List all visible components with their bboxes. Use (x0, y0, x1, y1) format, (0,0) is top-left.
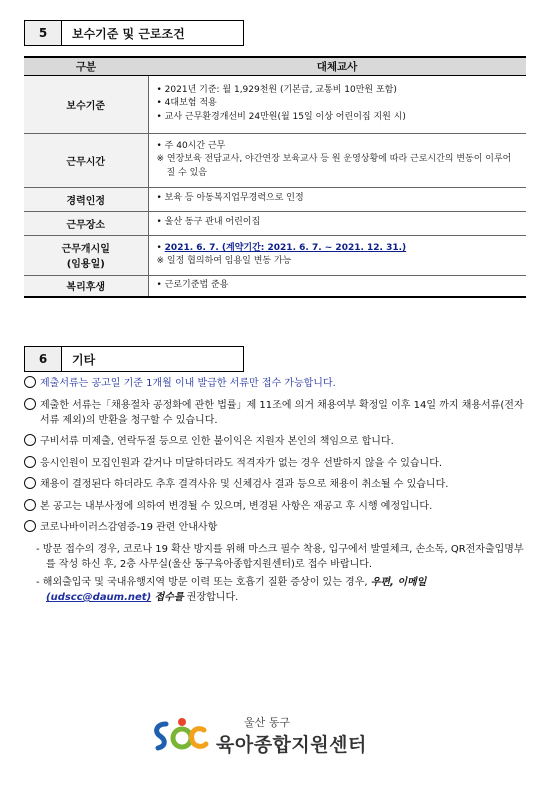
table-row (24, 187, 526, 211)
note-text: 권장합니다. (183, 592, 239, 603)
center-logo-icon (152, 716, 210, 756)
table-row (24, 235, 526, 275)
section-title: 기타 (62, 346, 244, 372)
list-item (24, 499, 532, 514)
logo-subtitle: 울산 동구 (244, 716, 291, 729)
row-label-line: (임용일) (66, 259, 105, 270)
row-line: • 근로기준법 준용 (157, 279, 519, 292)
circle-bullet-icon (24, 398, 36, 410)
row-line: • 교사 근무환경개선비 24만원(월 15일 이상 어린이집 지원 시) (157, 111, 519, 124)
table-row (24, 133, 526, 187)
circle-bullet-icon (24, 499, 36, 511)
table-row (24, 275, 526, 297)
row-line: • 울산 동구 관내 어린이집 (157, 216, 519, 229)
circle-bullet-icon (24, 376, 36, 388)
row-value (148, 187, 526, 211)
row-label: 경력인정 (24, 187, 148, 211)
table-row (24, 75, 526, 133)
list-item-text: 코로나바이러스감염증-19 관련 안내사항 (40, 522, 218, 533)
start-date-text: 2021. 6. 7. (계약기간: 2021. 6. 7. ~ 2021. 12. 31.) (164, 242, 407, 253)
row-label: 근무시간 (24, 133, 148, 187)
table-row (24, 211, 526, 235)
section-title: 보수기준 및 근로조건 (62, 20, 244, 46)
row-value (148, 275, 526, 297)
notes-list (24, 376, 532, 608)
note-emphasis: 우편, 이메일 (370, 576, 427, 588)
row-value (148, 75, 526, 133)
row-label: 복리후생 (24, 275, 148, 297)
list-item (24, 434, 532, 449)
logo-title: 육아종합지원센터 (216, 734, 367, 756)
row-line: • 2021년 기준: 월 1,929천원 (기본급, 교통비 10만원 포함) (157, 84, 519, 97)
list-item (24, 520, 532, 535)
circle-bullet-icon (24, 477, 36, 489)
row-label-line: 근무개시일 (61, 244, 110, 255)
covid-note-remote (30, 575, 532, 606)
list-item-text: 채용이 결정된다 하더라도 추후 결격사유 및 신체검사 결과 등으로 채용이 취소될 수 있습니다. (40, 479, 449, 490)
list-item-text: 제출한 서류는「채용절차 공정화에 관한 법률」제 11조에 의거 채용여부 확정일 이후 14일 까지 채용서류(전자서류 제외)의 반환을 청구할 수 있습니다. (40, 399, 524, 426)
covid-note-visit: - 방문 접수의 경우, 코로나 19 확산 방지를 위해 마스크 필수 착용, 입구에서 발열체크, 손소독, QR전자출입명부를 작성 하신 후, 2층 사무실(울산 동구육아종합지원센터)로 접수 바랍니다. (36, 543, 524, 570)
list-item-text: 구비서류 미제출, 연락두절 등으로 인한 불이익은 지원자 본인의 책임으로 합니다. (40, 436, 394, 447)
row-note: ※ 일정 협의하여 임용일 변동 가능 (156, 256, 292, 266)
note-text: - 해외출입국 및 국내유행지역 방문 이력 또는 호흡기 질환 증상이 있는 경우, (36, 576, 371, 588)
list-item-text: 본 공고는 내부사정에 의하여 변경될 수 있으며, 변경된 사항은 재공고 후 시행 예정입니다. (40, 500, 433, 512)
row-value (148, 133, 526, 187)
row-line: • 주 40시간 근무 (157, 140, 519, 153)
list-item (24, 398, 532, 428)
list-item (24, 376, 532, 391)
row-label (24, 235, 148, 275)
section-5-header (24, 20, 244, 46)
column-header-category: 구분 (24, 57, 148, 75)
list-item-text: 제출서류는 공고일 기준 1개월 이내 발급한 서류만 접수 가능합니다. (40, 378, 336, 389)
section-number: 5 (24, 20, 62, 46)
row-label: 보수기준 (24, 75, 148, 133)
list-item (24, 456, 532, 471)
section-number: 6 (24, 346, 62, 372)
row-line: • 4대보험 적용 (157, 97, 519, 110)
note-emphasis: 접수를 (151, 592, 184, 603)
list-item (24, 477, 532, 492)
table-header-row (24, 57, 526, 75)
row-note: ※ 연장보육 전담교사, 야간연장 보육교사 등 원 운영상황에 따라 근로시간의 변동이 이루어질 수 있음 (156, 154, 512, 178)
column-header-teacher: 대체교사 (148, 57, 526, 75)
conditions-table (24, 56, 526, 298)
row-value (148, 235, 526, 275)
circle-bullet-icon (24, 434, 36, 446)
circle-bullet-icon (24, 520, 36, 532)
row-value (148, 211, 526, 235)
row-label: 근무장소 (24, 211, 148, 235)
center-logo (152, 714, 367, 757)
row-line: • 보육 등 아동복지업무경력으로 인정 (157, 192, 519, 205)
list-item-text: 응시인원이 모집인원과 같거나 미달하더라도 적격자가 없는 경우 선발하지 않을 수 있습니다. (40, 457, 443, 469)
section-6-header (24, 346, 244, 372)
circle-bullet-icon (24, 456, 36, 468)
email-link[interactable]: (udscc@daum.net) (46, 592, 152, 603)
